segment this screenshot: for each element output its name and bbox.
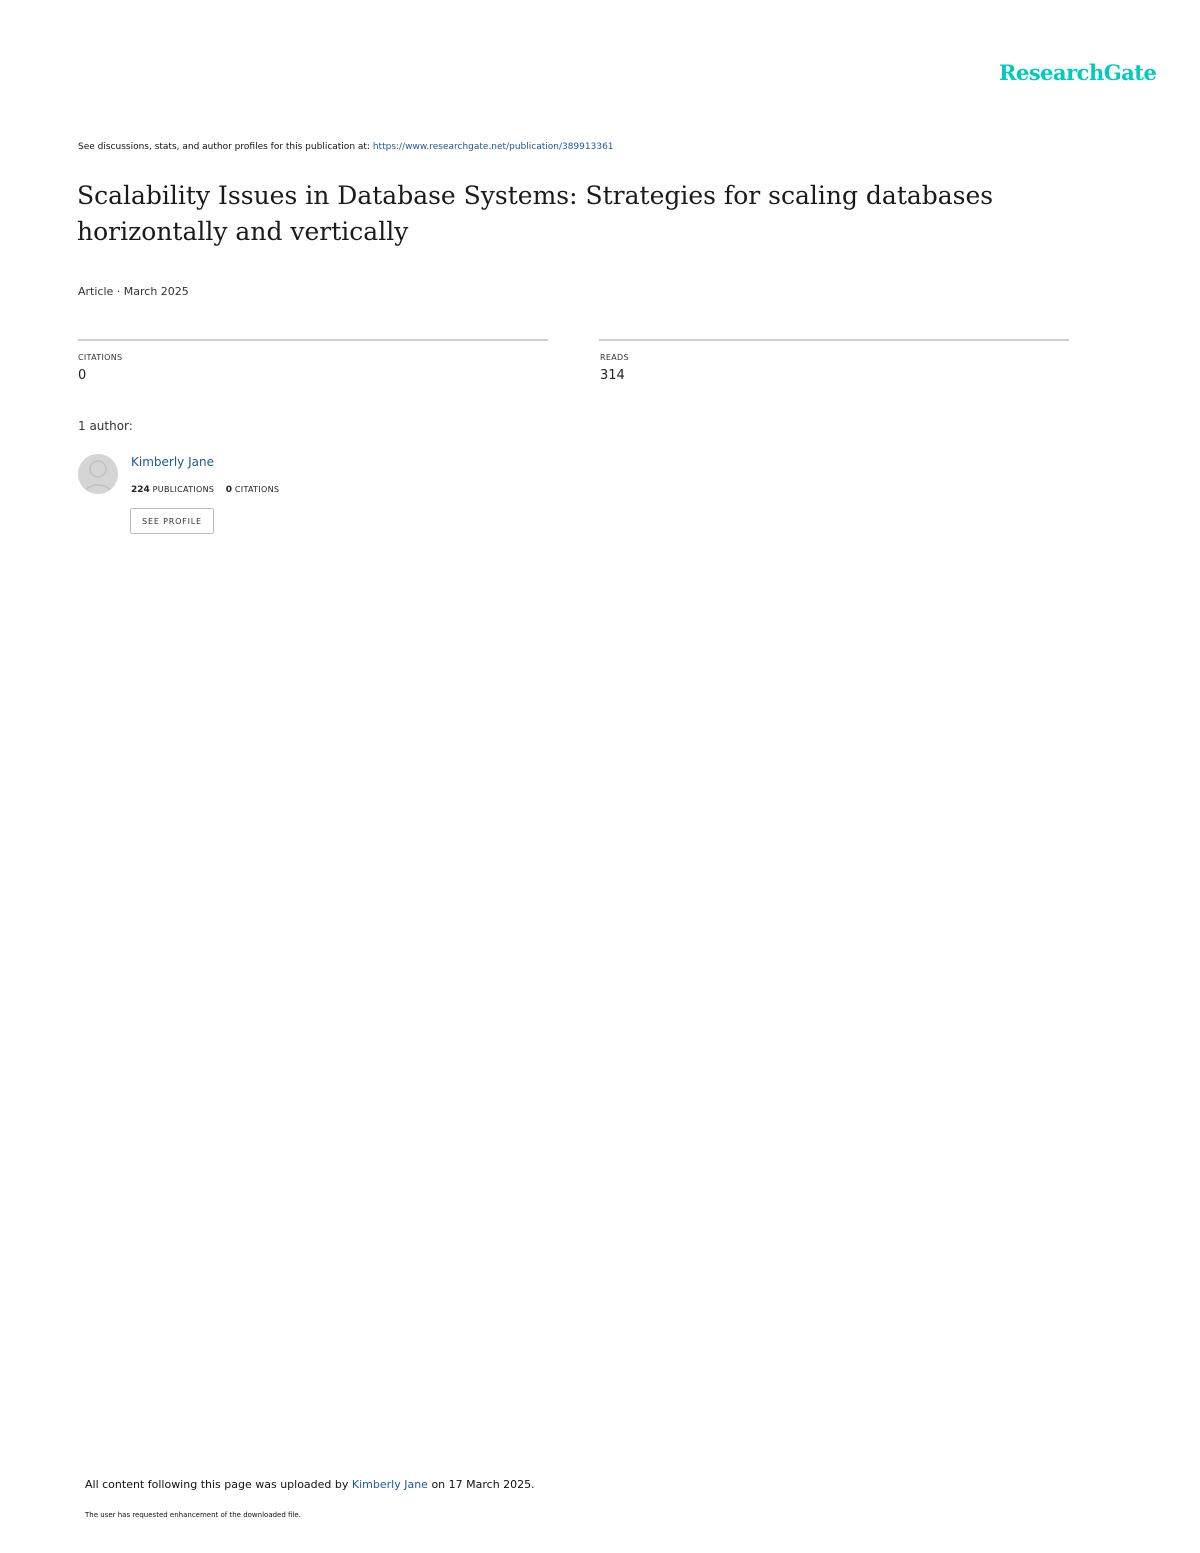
publication-title: Scalability Issues in Database Systems: Strategies for scaling databases horizontally and vertically — [77, 181, 994, 246]
citations-label: CITATIONS — [78, 353, 123, 362]
reads-value: 314 — [600, 368, 625, 383]
avatar[interactable] — [78, 454, 118, 494]
download-footnote: The user has requested enhancement of the downloaded file. — [85, 1511, 301, 1519]
discussion-text: See discussions, stats, and author profiles for this publication at: — [78, 142, 370, 152]
authors-heading: 1 author: — [78, 419, 133, 433]
author-publications-count: 224 — [131, 485, 150, 495]
person-icon — [78, 454, 118, 494]
citations-divider — [78, 339, 548, 341]
reads-label: READS — [600, 353, 629, 362]
author-citations-label: CITATIONS — [234, 485, 280, 494]
author-publications-label: PUBLICATIONS — [152, 485, 215, 494]
publication-link[interactable]: https://www.researchgate.net/publication/389913361 — [372, 142, 614, 152]
publication-meta: Article · March 2025 — [78, 285, 189, 298]
uploader-link[interactable]: Kimberly Jane — [351, 1478, 428, 1491]
upload-prefix: All content following this page was uploaded by — [85, 1478, 349, 1491]
author-citations-count: 0 — [225, 485, 233, 495]
citations-value: 0 — [78, 368, 87, 383]
discussion-line — [78, 142, 614, 152]
author-stats — [131, 485, 279, 495]
author-name-link[interactable]: Kimberly Jane — [131, 455, 214, 469]
see-profile-button[interactable]: SEE PROFILE — [130, 508, 214, 534]
reads-divider — [599, 339, 1069, 341]
upload-notice — [85, 1478, 535, 1491]
upload-suffix: on 17 March 2025. — [431, 1478, 535, 1491]
researchgate-logo[interactable]: ResearchGate — [999, 60, 1157, 85]
